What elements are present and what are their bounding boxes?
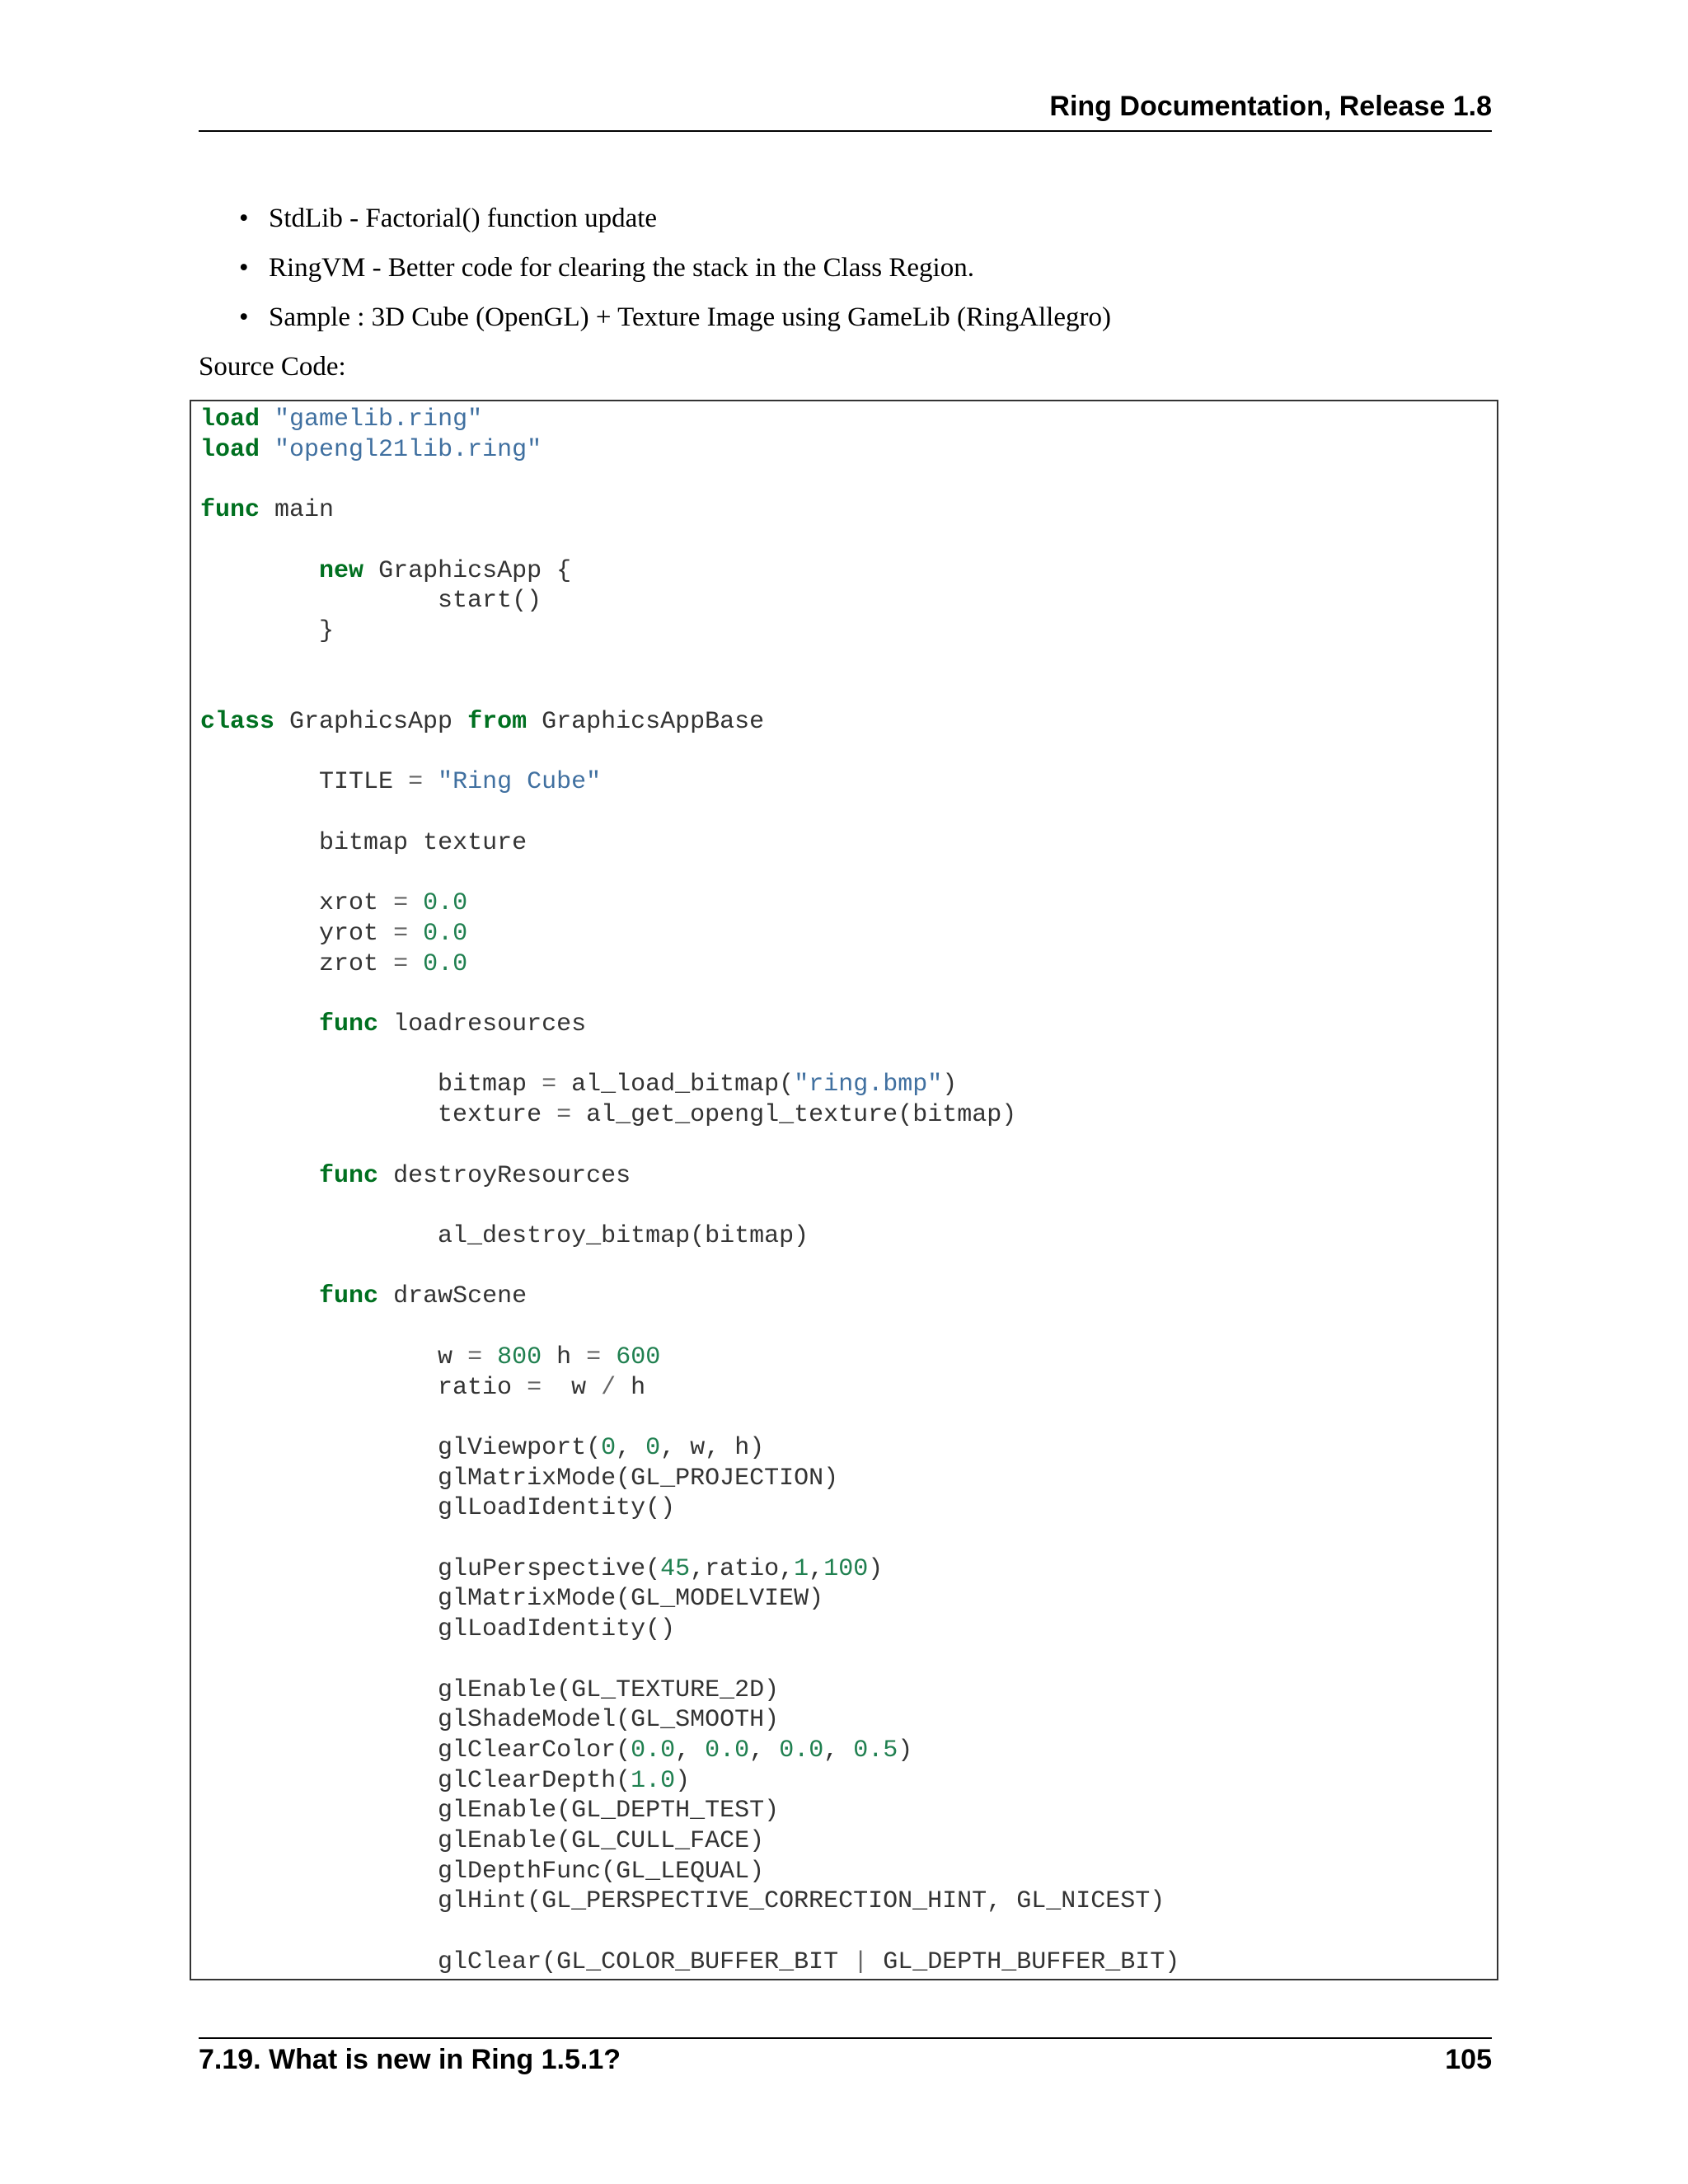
code-operator: = [586, 1343, 602, 1371]
code-number: 800 [497, 1343, 542, 1371]
code-line: glDepthFunc(GL_LEQUAL) [438, 1857, 765, 1886]
code-keyword: load [200, 405, 260, 434]
code-line: glEnable(GL_CULL_FACE) [438, 1827, 765, 1856]
list-item: • RingVM - Better code for clearing the stack in the Class Region. [239, 247, 1111, 297]
code-line: zrot = 0.0 [319, 949, 468, 978]
code-number: 0.0 [423, 949, 468, 978]
code-line: TITLE = "Ring Cube" [319, 768, 602, 797]
page-number: 105 [1445, 2044, 1492, 2075]
code-line: w = 800 h = 600 [438, 1343, 661, 1371]
code-line: glMatrixMode(GL_MODELVIEW) [438, 1585, 824, 1614]
code-line: glShadeModel(GL_SMOOTH) [438, 1706, 780, 1735]
code-operator: | [853, 1947, 869, 1976]
code-listing [200, 405, 1179, 1978]
code-keyword: new [319, 556, 364, 585]
code-string: "Ring Cube" [438, 768, 602, 797]
code-line: glClearDepth(1.0) [438, 1766, 691, 1795]
code-operator: = [542, 1071, 557, 1099]
code-line: class GraphicsApp from GraphicsAppBase [200, 708, 765, 737]
code-number: 1.0 [631, 1766, 676, 1795]
code-number: 0.0 [631, 1736, 676, 1765]
code-line: gluPerspective(45,ratio,1,100) [438, 1554, 884, 1583]
code-number: 0.5 [853, 1736, 898, 1765]
code-number: 0.0 [779, 1736, 824, 1765]
code-keyword: load [200, 435, 260, 464]
code-keyword: func [319, 1161, 379, 1190]
code-line: glHint(GL_PERSPECTIVE_CORRECTION_HINT, GL_NICEST) [438, 1887, 1165, 1916]
code-number: 600 [616, 1343, 661, 1371]
code-number: 0.0 [705, 1736, 750, 1765]
code-line: bitmap texture [319, 828, 528, 857]
code-keyword: func [200, 496, 260, 525]
code-line: texture = al_get_opengl_texture(bitmap) [438, 1101, 1017, 1130]
code-line: yrot = 0.0 [319, 919, 468, 948]
code-line: func drawScene [319, 1282, 528, 1311]
code-number: 0 [645, 1433, 661, 1462]
code-line: glEnable(GL_TEXTURE_2D) [438, 1675, 780, 1704]
code-line: glLoadIdentity() [438, 1615, 676, 1644]
code-number: 0.0 [423, 889, 468, 918]
code-number: 0 [601, 1433, 617, 1462]
header-divider [199, 130, 1492, 132]
code-line: func destroyResources [319, 1161, 631, 1190]
code-line: ratio = w / h [438, 1373, 646, 1402]
code-keyword: func [319, 1010, 379, 1039]
code-line: glClearColor(0.0, 0.0, 0.0, 0.5) [438, 1736, 913, 1765]
code-line: func main [200, 496, 335, 525]
code-operator: = [527, 1373, 542, 1402]
code-string: "opengl21lib.ring" [274, 435, 542, 464]
code-operator: / [601, 1373, 617, 1402]
code-block [190, 400, 1498, 1980]
code-line: al_destroy_bitmap(bitmap) [438, 1221, 809, 1250]
code-line: new GraphicsApp { [319, 556, 572, 585]
footer-section-title: 7.19. What is new in Ring 1.5.1? [199, 2044, 621, 2075]
code-line [200, 436, 542, 464]
code-line: glClear(GL_COLOR_BUFFER_BIT | GL_DEPTH_BUFFER_BIT) [438, 1947, 1180, 1976]
code-line: glLoadIdentity() [438, 1494, 676, 1523]
code-keyword: from [467, 708, 528, 737]
code-string: "ring.bmp" [794, 1071, 943, 1099]
code-line: glEnable(GL_DEPTH_TEST) [438, 1797, 780, 1825]
code-line: start() [438, 587, 542, 616]
changes-list [239, 198, 1111, 346]
list-item: • Sample : 3D Cube (OpenGL) + Texture Image using GameLib (RingAllegro) [239, 297, 1111, 346]
code-number: 0.0 [423, 919, 468, 948]
code-operator: = [393, 889, 409, 918]
code-number: 45 [660, 1554, 691, 1583]
code-keyword: class [200, 708, 275, 737]
code-number: 1 [794, 1554, 809, 1583]
code-line: xrot = 0.0 [319, 889, 468, 918]
code-operator: = [393, 919, 409, 948]
page-header-title: Ring Documentation, Release 1.8 [1049, 91, 1492, 122]
code-keyword: func [319, 1282, 379, 1311]
code-operator: = [393, 949, 409, 978]
code-number: 100 [823, 1554, 869, 1583]
code-operator: = [408, 768, 424, 797]
code-line: func loadresources [319, 1010, 587, 1039]
footer-divider [199, 2037, 1492, 2039]
list-item: • StdLib - Factorial() function update [239, 198, 1111, 247]
code-line: glViewport(0, 0, w, h) [438, 1433, 765, 1462]
code-operator: = [467, 1343, 483, 1371]
source-code-label: Source Code: [199, 352, 346, 382]
code-operator: = [556, 1101, 572, 1130]
code-line [200, 405, 482, 434]
code-line: } [319, 616, 335, 645]
code-string: "gamelib.ring" [274, 405, 483, 434]
code-line: bitmap = al_load_bitmap("ring.bmp") [438, 1071, 958, 1099]
code-line: glMatrixMode(GL_PROJECTION) [438, 1464, 839, 1493]
